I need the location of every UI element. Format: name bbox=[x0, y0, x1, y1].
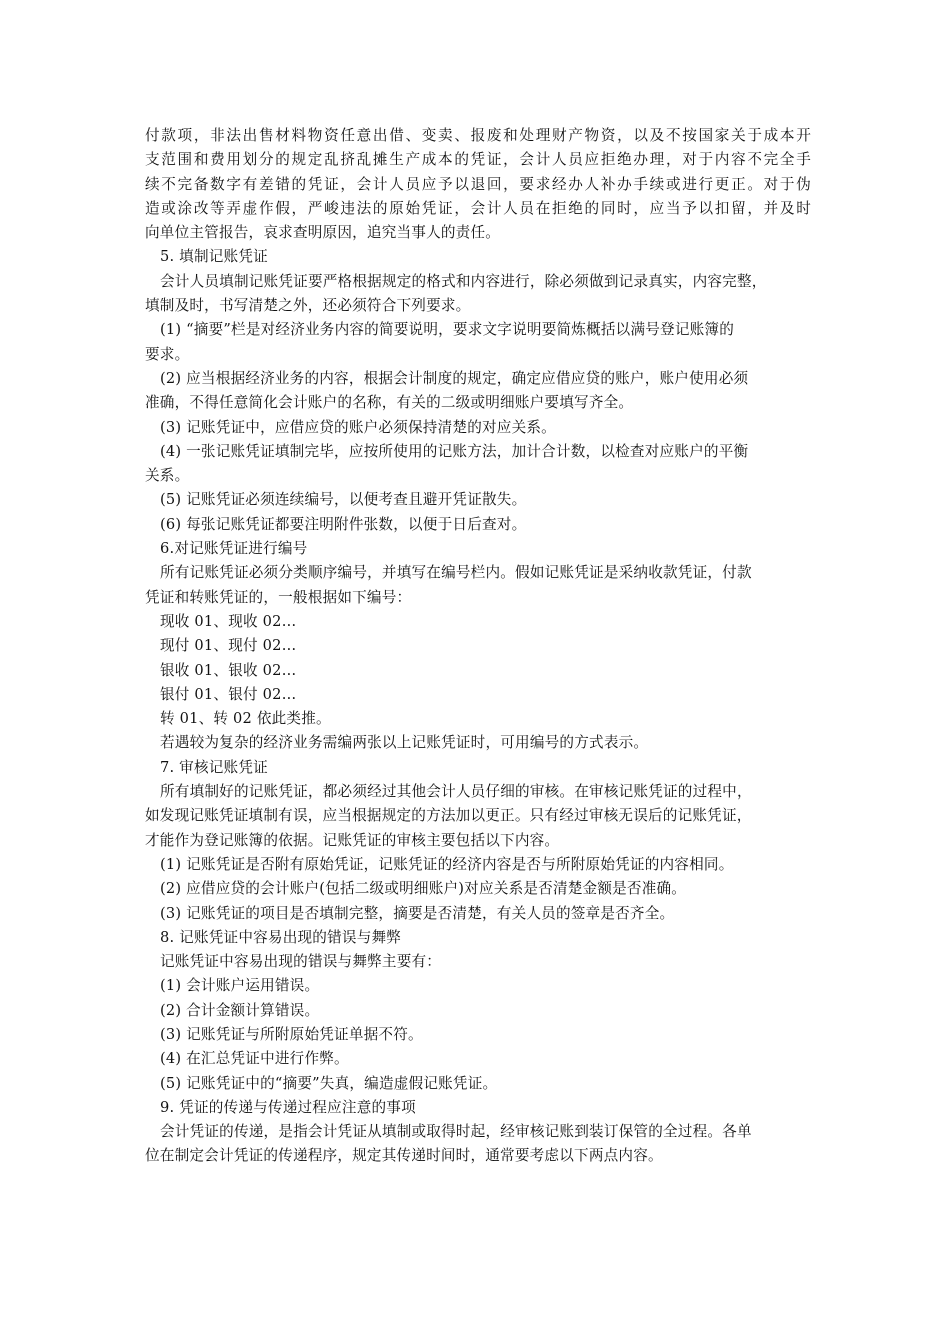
list-item: (2) 应当根据经济业务的内容，根据会计制度的规定，确定应借应贷的账户，账户使用必须 bbox=[160, 369, 749, 387]
text-line: 所有记账凭证必须分类顺序编号，并填写在编号栏内。假如记账凭证是采纳收款凭证，付款 bbox=[160, 564, 752, 582]
document-body bbox=[145, 124, 811, 1169]
list-item: 银付 01、银付 02… bbox=[160, 685, 297, 703]
list-item: (1) 记账凭证是否附有原始凭证，记账凭证的经济内容是否与所附原始凭证的内容相同。 bbox=[160, 855, 734, 873]
list-item: (4) 在汇总凭证中进行作弊。 bbox=[160, 1050, 349, 1068]
text-line: 要求。 bbox=[145, 345, 190, 363]
list-item: (3) 记账凭证的项目是否填制完整，摘要是否清楚，有关人员的签章是否齐全。 bbox=[160, 904, 675, 922]
text-line: 造或涂改等弄虚作假，严峻违法的原始凭证，会计人员在拒绝的同时，应当予以扣留，并及时 bbox=[145, 199, 811, 217]
text-line: 向单位主管报告，哀求查明原因，追究当事人的责任。 bbox=[145, 224, 501, 242]
section-heading: 8. 记账凭证中容易出现的错误与舞弊 bbox=[160, 928, 402, 946]
section-heading: 6.对记账凭证进行编号 bbox=[160, 540, 308, 558]
list-item: 银收 01、银收 02… bbox=[160, 661, 297, 679]
list-item: 现付 01、现付 02… bbox=[160, 637, 297, 655]
text-line: 续不完备数字有差错的凭证，会计人员应予以退回，要求经办人补办手续或进行更正。对于伪 bbox=[145, 175, 811, 193]
list-item: (2) 应借应贷的会计账户(包括二级或明细账户)对应关系是否清楚金额是否准确。 bbox=[160, 880, 687, 898]
text-line: 所有填制好的记账凭证，都必须经过其他会计人员仔细的审核。在审核记账凭证的过程中， bbox=[160, 783, 752, 801]
text-line: 准确，不得任意简化会计账户的名称，有关的二级或明细账户要填写齐全。 bbox=[145, 394, 634, 412]
section-heading: 5. 填制记账凭证 bbox=[160, 248, 268, 266]
list-item: 现收 01、现收 02… bbox=[160, 612, 297, 630]
list-item: (5) 记账凭证中的“摘要”失真，编造虚假记账凭证。 bbox=[160, 1074, 498, 1092]
list-item: (1) 会计账户运用错误。 bbox=[160, 977, 320, 995]
section-heading: 9. 凭证的传递与传递过程应注意的事项 bbox=[160, 1098, 416, 1116]
text-line: 凭证和转账凭证的，一般根据如下编号： bbox=[145, 588, 412, 606]
list-item: (6) 每张记账凭证都要注明附件张数，以便于日后查对。 bbox=[160, 515, 527, 533]
section-heading: 7. 审核记账凭证 bbox=[160, 758, 268, 776]
text-line: 若遇较为复杂的经济业务需编两张以上记账凭证时，可用编号的方式表示。 bbox=[160, 734, 649, 752]
list-item: (5) 记账凭证必须连续编号，以便考查且避开凭证散失。 bbox=[160, 491, 527, 509]
text-line: 如发现记账凭证填制有误，应当根据规定的方法加以更正。只有经过审核无误后的记账凭证， bbox=[145, 807, 752, 825]
list-item: (4) 一张记账凭证填制完毕，应按所使用的记账方法，加计合计数，以检查对应账户的平衡 bbox=[160, 442, 749, 460]
text-line: 会计凭证的传递，是指会计凭证从填制或取得时起，经审核记账到装订保管的全过程。各单 bbox=[160, 1123, 752, 1141]
list-item: (3) 记账凭证与所附原始凭证单据不符。 bbox=[160, 1025, 423, 1043]
list-item: (2) 合计金额计算错误。 bbox=[160, 1001, 320, 1019]
text-line: 记账凭证中容易出现的错误与舞弊主要有： bbox=[160, 953, 442, 971]
text-line: 会计人员填制记账凭证要严格根据规定的格式和内容进行，除必须做到记录真实，内容完整， bbox=[160, 272, 767, 290]
text-line: 填制及时，书写清楚之外，还必须符合下列要求。 bbox=[145, 297, 471, 315]
text-line: 支范围和费用划分的规定乱挤乱摊生产成本的凭证，会计人员应拒绝办理，对于内容不完全手 bbox=[145, 151, 811, 169]
text-line: 位在制定会计凭证的传递程序，规定其传递时间时，通常要考虑以下两点内容。 bbox=[145, 1147, 663, 1165]
text-line: 付款项，非法出售材料物资任意出借、变卖、报废和处理财产物资，以及不按国家关于成本开 bbox=[145, 127, 811, 144]
list-item: (3) 记账凭证中，应借应贷的账户必须保持清楚的对应关系。 bbox=[160, 418, 556, 436]
list-item: 转 01、转 02 依此类推。 bbox=[160, 710, 331, 728]
text-line: 关系。 bbox=[145, 467, 190, 485]
list-item: (1) “摘要”栏是对经济业务内容的简要说明，要求文字说明要简炼概括以满号登记账簿的 bbox=[160, 321, 735, 339]
text-line: 才能作为登记账簿的依据。记账凭证的审核主要包括以下内容。 bbox=[145, 831, 560, 849]
